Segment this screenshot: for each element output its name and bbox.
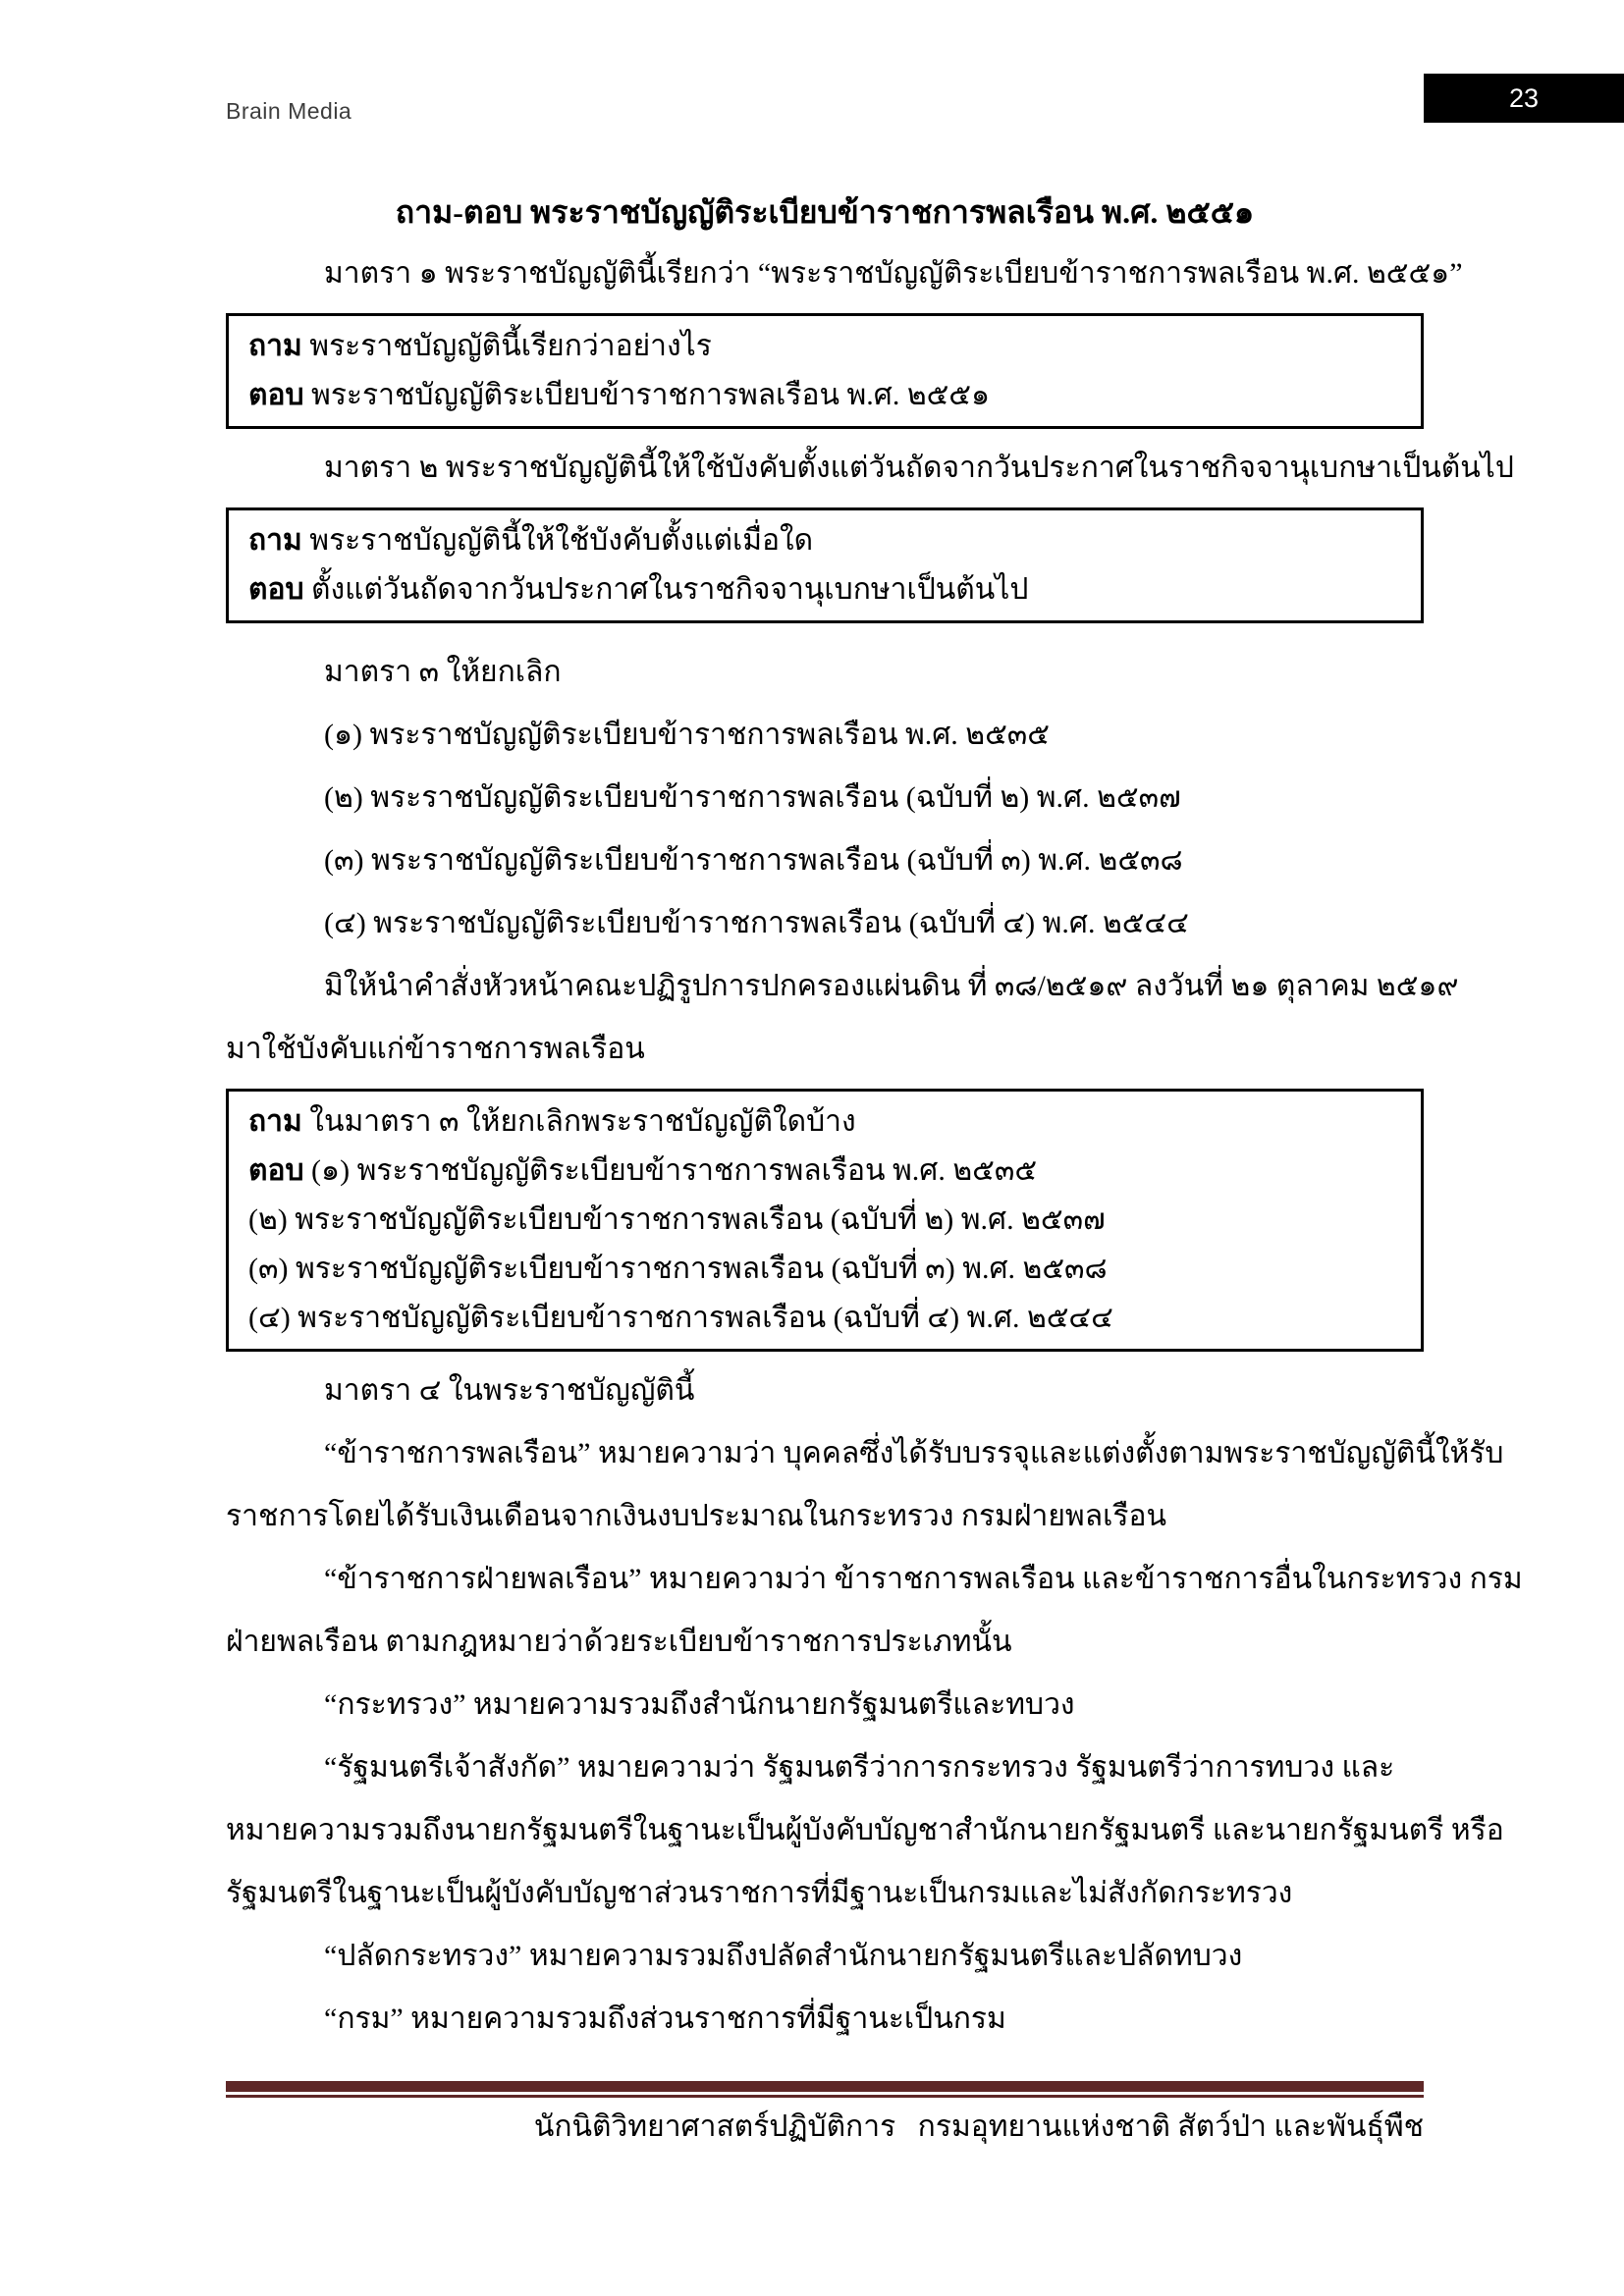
text-line: [226, 1736, 1424, 1799]
text-line: [248, 516, 1401, 565]
text-span: (๔) พระราชบัญญัติระเบียบข้าราชการพลเรือน (ฉบับที่ ๔) พ.ศ. ๒๕๔๔: [324, 907, 1189, 939]
text-line: [248, 1196, 1401, 1245]
text-span: (๑) พระราชบัญญัติระเบียบข้าราชการพลเรือน พ.ศ. ๒๕๓๕: [311, 1154, 1038, 1187]
text-line: [226, 1018, 1424, 1081]
text-span: (๔) พระราชบัญญัติระเบียบข้าราชการพลเรือน (ฉบับที่ ๔) พ.ศ. ๒๕๔๔: [248, 1302, 1113, 1334]
qa-label: ตอบ: [248, 379, 304, 411]
text-span: ในมาตรา ๓ ให้ยกเลิกพระราชบัญญัติใดบ้าง: [309, 1105, 856, 1138]
page-number-box: [1424, 74, 1624, 123]
text-line: [226, 704, 1424, 767]
qa-box: [226, 313, 1424, 429]
text-line: [248, 565, 1401, 614]
text-line: [226, 892, 1424, 955]
document-body: [226, 182, 1523, 2051]
text-span: มาใช้บังคับแก่ข้าราชการพลเรือน: [226, 1033, 645, 1065]
qa-label: ถาม: [248, 330, 302, 362]
text-line: [226, 1925, 1424, 1988]
paragraph-block: [226, 242, 1463, 305]
text-span: หมายความรวมถึงนายกรัฐมนตรีในฐานะเป็นผู้บังคับบัญชาสำนักนายกรัฐมนตรี และนายกรัฐมนตรี หรือ: [226, 1814, 1504, 1846]
text-line: [226, 1611, 1424, 1674]
blocks-container: [226, 242, 1523, 2051]
text-span: มาตรา ๓ ให้ยกเลิก: [324, 656, 562, 688]
text-span: พระราชบัญญัติระเบียบข้าราชการพลเรือน พ.ศ. ๒๕๕๑: [311, 379, 991, 411]
text-line: [226, 1862, 1424, 1925]
paragraph-block: [226, 1360, 1523, 2051]
text-span: (๑) พระราชบัญญัติระเบียบข้าราชการพลเรือน พ.ศ. ๒๕๓๕: [324, 719, 1050, 751]
text-span: “ปลัดกระทรวง” หมายความรวมถึงปลัดสำนักนายกรัฐมนตรีและปลัดทบวง: [324, 1940, 1243, 1972]
text-line: [248, 1245, 1401, 1294]
text-line: [226, 1674, 1424, 1736]
qa-label: ถาม: [248, 1105, 302, 1138]
text-span: ราชการโดยได้รับเงินเดือนจากเงินงบประมาณในกระทรวง กรมฝ่ายพลเรือน: [226, 1500, 1166, 1532]
qa-label: ถาม: [248, 524, 302, 557]
text-span: มาตรา ๑ พระราชบัญญัตินี้เรียกว่า “พระราชบัญญัติระเบียบข้าราชการพลเรือน พ.ศ. ๒๕๕๑”: [324, 257, 1463, 290]
qa-box: [226, 1089, 1424, 1352]
footer-credit: นักนิติวิทยาศาสตร์ปฏิบัติการ กรมอุทยานแห่งชาติ สัตว์ป่า และพันธุ์พืช: [533, 2110, 1424, 2143]
qa-box: [226, 507, 1424, 623]
paragraph-block: [226, 437, 1514, 500]
text-span: “รัฐมนตรีเจ้าสังกัด” หมายความว่า รัฐมนตรีว่าการกระทรวง รัฐมนตรีว่าการทบวง และ: [324, 1751, 1395, 1784]
text-line: [226, 1360, 1424, 1422]
text-line: [226, 767, 1424, 829]
text-span: ตั้งแต่วันถัดจากวันประกาศในราชกิจจานุเบกษาเป็นต้นไป: [311, 573, 1029, 606]
text-line: [248, 371, 1401, 420]
qa-label: ตอบ: [248, 573, 304, 606]
text-span: รัฐมนตรีในฐานะเป็นผู้บังคับบัญชาส่วนราชการที่มีฐานะเป็นกรมและไม่สังกัดกระทรวง: [226, 1877, 1293, 1909]
page-footer: [226, 2081, 1424, 2149]
text-span: “ข้าราชการพลเรือน” หมายความว่า บุคคลซึ่งได้รับบรรจุและแต่งตั้งตามพระราชบัญญัตินี้ให้รับ: [324, 1437, 1504, 1469]
footer-rule: [226, 2081, 1424, 2098]
text-line: [226, 1988, 1424, 2051]
text-span: (๓) พระราชบัญญัติระเบียบข้าราชการพลเรือน (ฉบับที่ ๓) พ.ศ. ๒๕๓๘: [324, 844, 1183, 877]
brand-label: Brain Media: [226, 98, 352, 124]
text-line: [226, 1422, 1504, 1485]
text-line: [226, 955, 1459, 1018]
text-line: [248, 1097, 1401, 1147]
text-span: พระราชบัญญัตินี้ให้ใช้บังคับตั้งแต่เมื่อใด: [309, 524, 814, 557]
text-line: [226, 437, 1514, 500]
text-span: มาตรา ๒ พระราชบัญญัตินี้ให้ใช้บังคับตั้งแต่วันถัดจากวันประกาศในราชกิจจานุเบกษาเป็นต้นไป: [324, 452, 1514, 484]
text-span: มาตรา ๔ ในพระราชบัญญัตินี้: [324, 1374, 695, 1407]
page-number: 23: [1508, 82, 1540, 113]
text-line: [226, 1485, 1424, 1548]
text-line: [226, 829, 1424, 892]
text-span: ฝ่ายพลเรือน ตามกฎหมายว่าด้วยระเบียบข้าราชการประเภทนั้น: [226, 1626, 1012, 1658]
text-line: [248, 1147, 1401, 1196]
text-span: (๒) พระราชบัญญัติระเบียบข้าราชการพลเรือน (ฉบับที่ ๒) พ.ศ. ๒๕๓๗: [324, 781, 1181, 814]
text-span: (๓) พระราชบัญญัติระเบียบข้าราชการพลเรือน (ฉบับที่ ๓) พ.ศ. ๒๕๓๘: [248, 1253, 1108, 1285]
text-span: (๒) พระราชบัญญัติระเบียบข้าราชการพลเรือน (ฉบับที่ ๒) พ.ศ. ๒๕๓๗: [248, 1203, 1106, 1236]
paragraph-block: [226, 641, 1459, 1081]
text-span: มิให้นำคำสั่งหัวหน้าคณะปฏิรูปการปกครองแผ่นดิน ที่ ๓๘/๒๕๑๙ ลงวันที่ ๒๑ ตุลาคม ๒๕๑๙: [324, 970, 1459, 1002]
text-line: [248, 322, 1401, 371]
text-span: “กรม” หมายความรวมถึงส่วนราชการที่มีฐานะเป็นกรม: [324, 2002, 1006, 2035]
document-title: ถาม-ตอบ พระราชบัญญัติระเบียบข้าราชการพลเรือน พ.ศ. ๒๕๕๑: [395, 194, 1255, 230]
text-span: พระราชบัญญัตินี้เรียกว่าอย่างไร: [309, 330, 712, 362]
text-line: [226, 242, 1463, 305]
text-line: [226, 1799, 1504, 1862]
text-line: [226, 1548, 1523, 1611]
text-span: “ข้าราชการฝ่ายพลเรือน” หมายความว่า ข้าราชการพลเรือน และข้าราชการอื่นในกระทรวง กรม: [324, 1563, 1523, 1595]
text-line: [226, 641, 1424, 704]
qa-label: ตอบ: [248, 1154, 304, 1187]
text-line: [248, 1294, 1401, 1343]
text-span: “กระทรวง” หมายความรวมถึงสำนักนายกรัฐมนตรีและทบวง: [324, 1688, 1075, 1721]
